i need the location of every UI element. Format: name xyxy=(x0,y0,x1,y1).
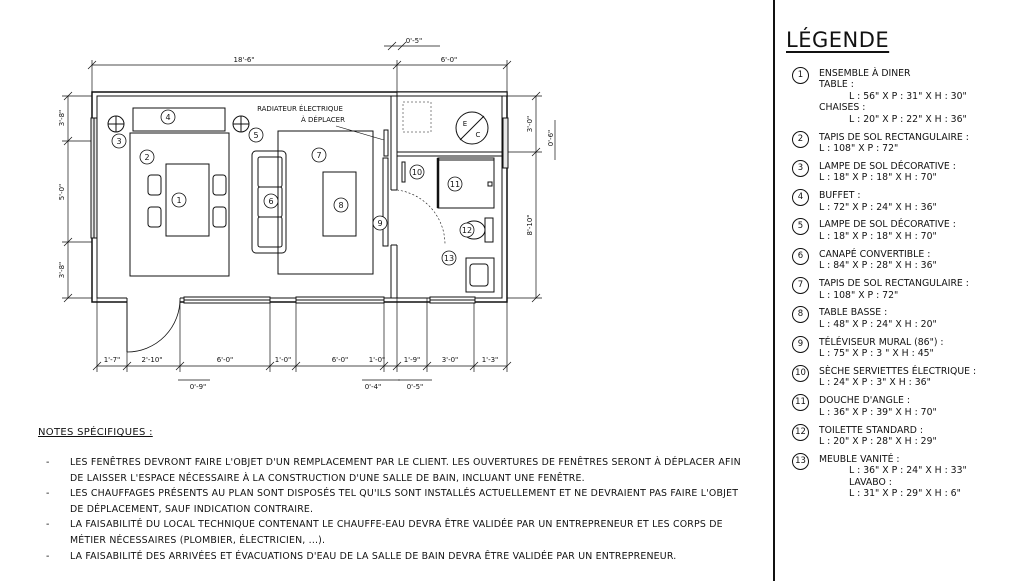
legend-item xyxy=(792,337,1020,360)
dim-label: 0'-5" xyxy=(405,37,423,45)
legend-line: L : 84" X P : 28" X H : 36" xyxy=(819,260,937,272)
legend-item xyxy=(792,161,1020,184)
dim-label: 0'-6" xyxy=(547,129,555,147)
legend-item xyxy=(792,425,1020,448)
legend-title: LÉGENDE xyxy=(786,28,890,52)
legend-line: L : 20" X P : 28" X H : 29" xyxy=(819,436,937,448)
legend-line: L : 18" X P : 18" X H : 70" xyxy=(819,230,937,242)
legend-divider xyxy=(773,0,775,581)
legend-number: 7 xyxy=(792,277,809,294)
legend-line: L : 75" X P : 3 " X H : 45" xyxy=(819,348,934,360)
dim-label: 3'-8" xyxy=(58,261,66,279)
note-item: - LA FAISABILITÉ DES ARRIVÉES ET ÉVACUATIONS D'EAU DE LA SALLE DE BAIN DEVRA ÊTRE VALIDÉE PAR UN ENTREPRENEUR. xyxy=(38,549,750,565)
chair xyxy=(148,175,161,195)
legend-subline: L : 31" X P : 29" X H : 6" xyxy=(849,488,961,500)
legend-line: L : 36" X P : 39" X H : 70" xyxy=(819,406,937,418)
legend-item xyxy=(792,454,1020,500)
legend-number: 2 xyxy=(792,131,809,148)
marker-number: 12 xyxy=(461,226,473,235)
shower xyxy=(438,158,494,208)
marker-number: 11 xyxy=(449,180,461,189)
dim-label: 5'-0" xyxy=(58,183,66,201)
legend-number: 4 xyxy=(792,189,809,206)
legend-line: DOUCHE D'ANGLE : xyxy=(819,395,910,407)
dim-label: 6'-0" xyxy=(440,56,458,64)
legend-subline: L : 56" X P : 31" X H : 30" xyxy=(849,90,967,102)
marker-number: 9 xyxy=(377,219,383,228)
legend-line: ENSEMBLE À DINER xyxy=(819,68,911,79)
marker-number: 6 xyxy=(268,197,274,206)
dimension-labels xyxy=(58,37,555,391)
legend-subline: TABLE : xyxy=(819,79,854,91)
marker-number: 4 xyxy=(165,113,171,122)
legend-line: L : 108" X P : 72" xyxy=(819,142,899,154)
notes-title: NOTES SPÉCIFIQUES : xyxy=(38,427,153,438)
legend-number: 3 xyxy=(792,160,809,177)
legend-line: BUFFET : xyxy=(819,190,861,202)
legend-number: 13 xyxy=(792,453,809,470)
dim-label: 8'-10" xyxy=(526,214,534,236)
buffet xyxy=(133,108,225,131)
legend-subline: L : 36" X P : 24" X H : 33" xyxy=(849,465,967,477)
dim-label: 1'-9" xyxy=(403,356,421,364)
dim-label: 3'-0" xyxy=(526,115,534,133)
radiator-label: À DÉPLACER xyxy=(301,116,345,124)
legend-line: L : 18" X P : 18" X H : 70" xyxy=(819,172,937,184)
legend-number: 10 xyxy=(792,365,809,382)
marker-number: 13 xyxy=(443,254,455,263)
marker-number: 2 xyxy=(144,153,150,162)
legend-line: TABLE BASSE : xyxy=(819,307,888,319)
marker-number: 8 xyxy=(338,201,344,210)
chair xyxy=(213,175,226,195)
legend-line: L : 48" X P : 24" X H : 20" xyxy=(819,318,937,330)
legend-line: L : 72" X P : 24" X H : 36" xyxy=(819,201,937,213)
legend-line: TAPIS DE SOL RECTANGULAIRE : xyxy=(819,278,969,290)
note-item: - LES CHAUFFAGES PRÉSENTS AU PLAN SONT DISPOSÉS TEL QU'ILS SONT INSTALLÉS ACTUELLEMENT ET NE DEVRAIENT PAS FAIRE L'OBJET DE DÉPLACEMENT, SAUF INDICATION CONTRAIRE. xyxy=(38,486,750,517)
note-item: - LA FAISABILITÉ DU LOCAL TECHNIQUE CONTENANT LE CHAUFFE-EAU DEVRA ÊTRE VALIDÉE PAR UN ENTREPRENEUR ET LES CORPS DE MÉTIER NÉCESSAIRES (PLOMBIER, ÉLECTRICIEN, ...). xyxy=(38,517,750,548)
notes-list xyxy=(38,455,750,564)
legend-line: SÈCHE SERVIETTES ÉLECTRIQUE : xyxy=(819,366,977,378)
legend-item xyxy=(792,132,1020,155)
dim-label: 1'-0" xyxy=(274,356,292,364)
water-heater-label: C xyxy=(475,131,481,139)
legend-line: L : 108" X P : 72" xyxy=(819,289,899,301)
dim-label: 0'-9" xyxy=(189,383,207,391)
legend-number: 8 xyxy=(792,306,809,323)
legend-item xyxy=(792,68,1020,125)
toilet xyxy=(485,218,493,242)
legend-item xyxy=(792,219,1020,242)
marker-number: 3 xyxy=(116,137,122,146)
legend-number: 9 xyxy=(792,336,809,353)
legend-line: TAPIS DE SOL RECTANGULAIRE : xyxy=(819,131,969,143)
legend-item xyxy=(792,307,1020,330)
radiator-label: RADIATEUR ÉLECTRIQUE xyxy=(257,105,343,113)
marker-number: 10 xyxy=(411,168,423,177)
dim-label: 3'-0" xyxy=(441,356,459,364)
dim-label: 0'-5" xyxy=(406,383,424,391)
legend-subline: L : 20" X P : 22" X H : 36" xyxy=(849,113,967,125)
legend-line: MEUBLE VANITÉ : xyxy=(819,453,900,465)
legend-number: 12 xyxy=(792,424,809,441)
chair xyxy=(213,207,226,227)
legend-list xyxy=(792,68,1020,506)
marker-number: 7 xyxy=(316,151,322,160)
legend-subline: CHAISES : xyxy=(819,102,866,114)
legend-line: TÉLÉVISEUR MURAL (86") : xyxy=(819,336,944,348)
legend-line: CANAPÉ CONVERTIBLE : xyxy=(819,248,931,260)
legend-line: L : 24" X P : 3" X H : 36" xyxy=(819,377,931,389)
dim-label: 3'-8" xyxy=(58,109,66,127)
legend-number: 5 xyxy=(792,218,809,235)
dim-label: 0'-4" xyxy=(364,383,382,391)
legend-item xyxy=(792,278,1020,301)
water-heater-label: E xyxy=(462,120,468,128)
dim-label: 1'-7" xyxy=(103,356,121,364)
dim-label: 2'-10" xyxy=(141,356,163,364)
furniture xyxy=(108,102,494,292)
dim-label: 18'-6" xyxy=(233,56,255,64)
dim-label: 6'-0" xyxy=(216,356,234,364)
legend-number: 6 xyxy=(792,248,809,265)
marker-number: 1 xyxy=(176,196,182,205)
dim-label: 1'-3" xyxy=(481,356,499,364)
note-item: - LES FENÊTRES DEVRONT FAIRE L'OBJET D'UN REMPLACEMENT PAR LE CLIENT. LES OUVERTURES DE FENÊTRES SERONT À DÉPLACER AFIN DE LAISSER L'ESPACE NÉCESSAIRE À LA CONSTRUCTION D'UNE SALLE DE BAIN, INCLUANT UNE FENÊTRE. xyxy=(38,455,750,486)
legend-item xyxy=(792,395,1020,418)
legend-line: TOILETTE STANDARD : xyxy=(819,424,924,436)
legend-item xyxy=(792,249,1020,272)
legend-line: LAMPE DE SOL DÉCORATIVE : xyxy=(819,219,956,231)
legend-number: 11 xyxy=(792,394,809,411)
legend-item xyxy=(792,190,1020,213)
marker-number: 5 xyxy=(253,131,259,140)
legend-number: 1 xyxy=(792,67,809,84)
legend-line: LAMPE DE SOL DÉCORATIVE : xyxy=(819,160,956,172)
dim-label: 6'-0" xyxy=(331,356,349,364)
dim-label: 1'-0" xyxy=(368,356,386,364)
chair xyxy=(148,207,161,227)
wall-tv xyxy=(383,158,388,246)
legend-item xyxy=(792,366,1020,389)
legend-subline: LAVABO : xyxy=(849,476,892,488)
